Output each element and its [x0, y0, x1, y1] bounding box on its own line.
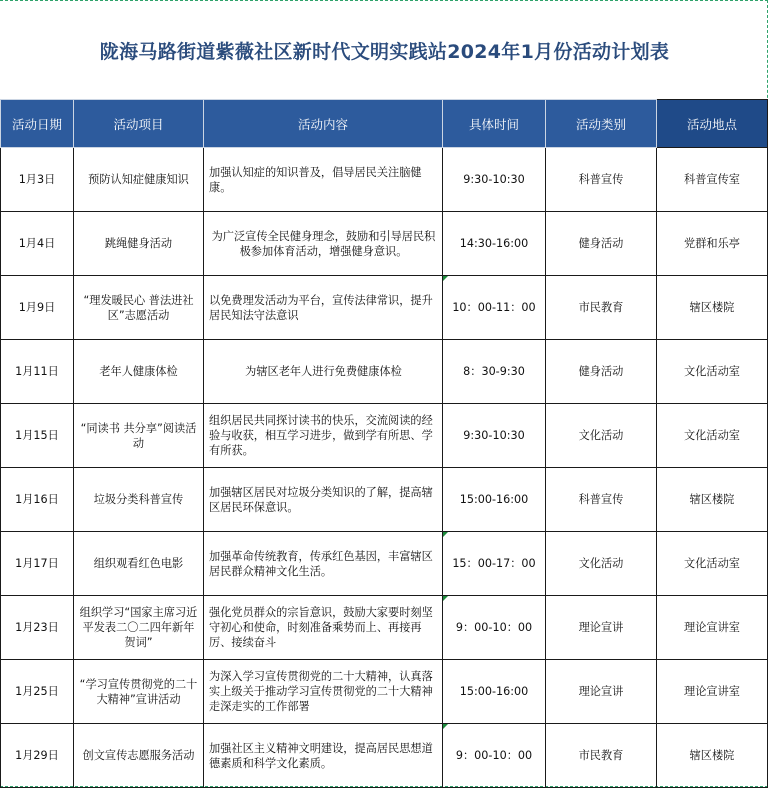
cell-date: 1月9日 [1, 276, 74, 340]
cell-time: 15：00-17：00 [443, 532, 546, 596]
cell-time: 9：00-10：00 [443, 724, 546, 788]
table-row [1, 404, 768, 468]
cell-location: 理论宣讲室 [657, 660, 768, 724]
cell-category: 健身活动 [546, 212, 657, 276]
cell-project: 组织观看红色电影 [74, 532, 204, 596]
cell-content: 为深入学习宣传贯彻党的二十大精神，认真落实上级关于推动学习宣传贯彻党的二十大精神走深走实的工作部署 [204, 660, 443, 724]
cell-project: “理发暖民心 普法进社区”志愿活动 [74, 276, 204, 340]
table-row [1, 276, 768, 340]
cell-time: 9:30-10:30 [443, 404, 546, 468]
cell-location: 文化活动室 [657, 532, 768, 596]
cell-time: 15:00-16:00 [443, 660, 546, 724]
cell-project: 组织学习“国家主席习近平发表二〇二四年新年贺词” [74, 596, 204, 660]
table-row [1, 660, 768, 724]
cell-time: 15:00-16:00 [443, 468, 546, 532]
cell-category: 文化活动 [546, 404, 657, 468]
cell-location: 党群和乐亭 [657, 212, 768, 276]
cell-location: 辖区楼院 [657, 724, 768, 788]
cell-project: 老年人健康体检 [74, 340, 204, 404]
cell-category: 文化活动 [546, 532, 657, 596]
cell-time: 14:30-16:00 [443, 212, 546, 276]
cell-content: 加强辖区居民对垃圾分类知识的了解，提高辖区居民环保意识。 [204, 468, 443, 532]
cell-project: 跳绳健身活动 [74, 212, 204, 276]
header-date: 活动日期 [1, 100, 74, 148]
cell-date: 1月3日 [1, 148, 74, 212]
cell-content: 以免费理发活动为平台，宣传法律常识，提升居民知法守法意识 [204, 276, 443, 340]
cell-category: 科普宣传 [546, 468, 657, 532]
cell-date: 1月25日 [1, 660, 74, 724]
header-category: 活动类别 [546, 100, 657, 148]
header-location: 活动地点 [657, 100, 768, 148]
table-header-row [1, 100, 768, 148]
header-content: 活动内容 [204, 100, 443, 148]
cell-date: 1月29日 [1, 724, 74, 788]
cell-category: 健身活动 [546, 340, 657, 404]
table-row [1, 340, 768, 404]
cell-content: 为辖区老年人进行免费健康体检 [204, 340, 443, 404]
cell-time: 9:30-10:30 [443, 148, 546, 212]
cell-content: 强化党员群众的宗旨意识，鼓励大家要时刻坚守初心和使命，时刻准备乘势而上、再接再厉、接续奋斗 [204, 596, 443, 660]
cell-location: 辖区楼院 [657, 276, 768, 340]
cell-content: 组织居民共同探讨读书的快乐，交流阅读的经验与收获，相互学习进步，做到学有所思、学有所获。 [204, 404, 443, 468]
cell-location: 理论宣讲室 [657, 596, 768, 660]
cell-time: 8：30-9:30 [443, 340, 546, 404]
table-row [1, 468, 768, 532]
cell-category: 理论宣讲 [546, 596, 657, 660]
cell-category: 科普宣传 [546, 148, 657, 212]
cell-category: 理论宣讲 [546, 660, 657, 724]
cell-location: 文化活动室 [657, 340, 768, 404]
table-row [1, 724, 768, 788]
cell-category: 市民教育 [546, 276, 657, 340]
cell-date: 1月4日 [1, 212, 74, 276]
cell-time: 9：00-10：00 [443, 596, 546, 660]
cell-date: 1月23日 [1, 596, 74, 660]
cell-location: 科普宣传室 [657, 148, 768, 212]
cell-date: 1月17日 [1, 532, 74, 596]
cell-content: 加强社区主义精神文明建设，提高居民思想道德素质和科学文化素质。 [204, 724, 443, 788]
header-time: 具体时间 [443, 100, 546, 148]
cell-date: 1月15日 [1, 404, 74, 468]
table-row [1, 148, 768, 212]
cell-category: 市民教育 [546, 724, 657, 788]
cell-date: 1月11日 [1, 340, 74, 404]
header-project: 活动项目 [74, 100, 204, 148]
cell-content: 加强认知症的知识普及，倡导居民关注脑健康。 [204, 148, 443, 212]
cell-time: 10：00-11：00 [443, 276, 546, 340]
cell-project: 创文宣传志愿服务活动 [74, 724, 204, 788]
cell-content: 加强革命传统教育，传承红色基因，丰富辖区居民群众精神文化生活。 [204, 532, 443, 596]
cell-content: 为广泛宣传全民健身理念，鼓励和引导居民积极参加体育活动，增强健身意识。 [204, 212, 443, 276]
activity-plan-table [0, 99, 768, 788]
table-row [1, 532, 768, 596]
cell-location: 文化活动室 [657, 404, 768, 468]
cell-date: 1月16日 [1, 468, 74, 532]
cell-project: 垃圾分类科普宣传 [74, 468, 204, 532]
page-title: 陇海马路街道紫薇社区新时代文明实践站2024年1月份活动计划表 [99, 41, 670, 63]
cell-project: “学习宣传贯彻党的二十大精神”宣讲活动 [74, 660, 204, 724]
cell-project: “同读书 共分享”阅读活动 [74, 404, 204, 468]
table-row [1, 212, 768, 276]
cell-location: 辖区楼院 [657, 468, 768, 532]
cell-project: 预防认知症健康知识 [74, 148, 204, 212]
table-row [1, 596, 768, 660]
